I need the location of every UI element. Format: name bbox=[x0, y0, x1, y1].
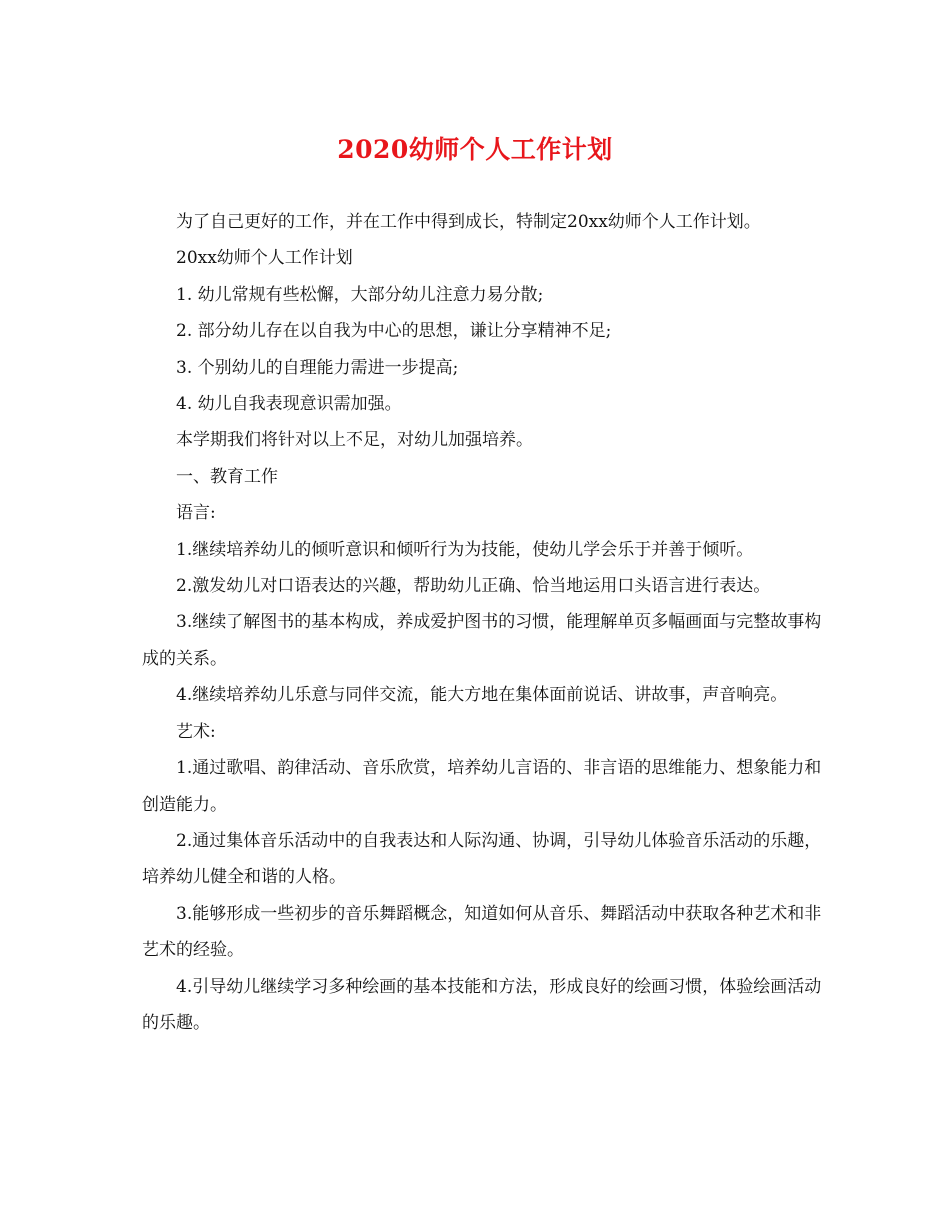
subsection-heading-language: 语言: bbox=[176, 503, 216, 524]
paragraph-summary: 本学期我们将针对以上不足，对幼儿加强培养。 bbox=[176, 430, 533, 451]
paragraph-issue-1: 1. 幼儿常规有些松懈，大部分幼儿注意力易分散; bbox=[176, 284, 544, 305]
subsection-heading-art: 艺术: bbox=[176, 721, 216, 742]
language-item-1: 1.继续培养幼儿的倾听意识和倾听行为为技能，使幼儿学会乐于并善于倾听。 bbox=[176, 539, 754, 560]
section-heading-education: 一、教育工作 bbox=[176, 466, 278, 487]
paragraph-issue-4: 4. 幼儿自我表现意识需加强。 bbox=[176, 394, 402, 415]
language-item-2: 2.激发幼儿对口语表达的兴趣，帮助幼儿正确、恰当地运用口头语言进行表达。 bbox=[176, 576, 771, 597]
paragraph-subtitle: 20xx幼师个人工作计划 bbox=[176, 248, 353, 269]
document-body bbox=[142, 204, 822, 1041]
art-item-1: 1.通过歌唱、韵律活动、音乐欣赏，培养幼儿言语的、非言语的思维能力、想象能力和创造能力。 bbox=[142, 758, 822, 815]
document-title: 2020幼师个人工作计划 bbox=[337, 135, 613, 164]
paragraph-issue-2: 2. 部分幼儿存在以自我为中心的思想，谦让分享精神不足; bbox=[176, 321, 612, 342]
art-item-2: 2.通过集体音乐活动中的自我表达和人际沟通、协调，引导幼儿体验音乐活动的乐趣，培养幼儿健全和谐的人格。 bbox=[142, 830, 822, 888]
language-item-3: 3.继续了解图书的基本构成，养成爱护图书的习惯，能理解单页多幅画面与完整故事构成的关系。 bbox=[142, 612, 822, 669]
art-item-3: 3.能够形成一些初步的音乐舞蹈概念，知道如何从音乐、舞蹈活动中获取各种艺术和非艺术的经验。 bbox=[142, 903, 822, 961]
art-item-4: 4.引导幼儿继续学习多种绘画的基本技能和方法，形成良好的绘画习惯，体验绘画活动的乐趣。 bbox=[142, 976, 822, 1033]
paragraph-issue-3: 3. 个别幼儿的自理能力需进一步提高; bbox=[176, 357, 459, 378]
language-item-4: 4.继续培养幼儿乐意与同伴交流，能大方地在集体面前说话、讲故事，声音响亮。 bbox=[176, 685, 788, 706]
paragraph-intro: 为了自己更好的工作，并在工作中得到成长，特制定20xx幼师个人工作计划。 bbox=[176, 212, 761, 232]
